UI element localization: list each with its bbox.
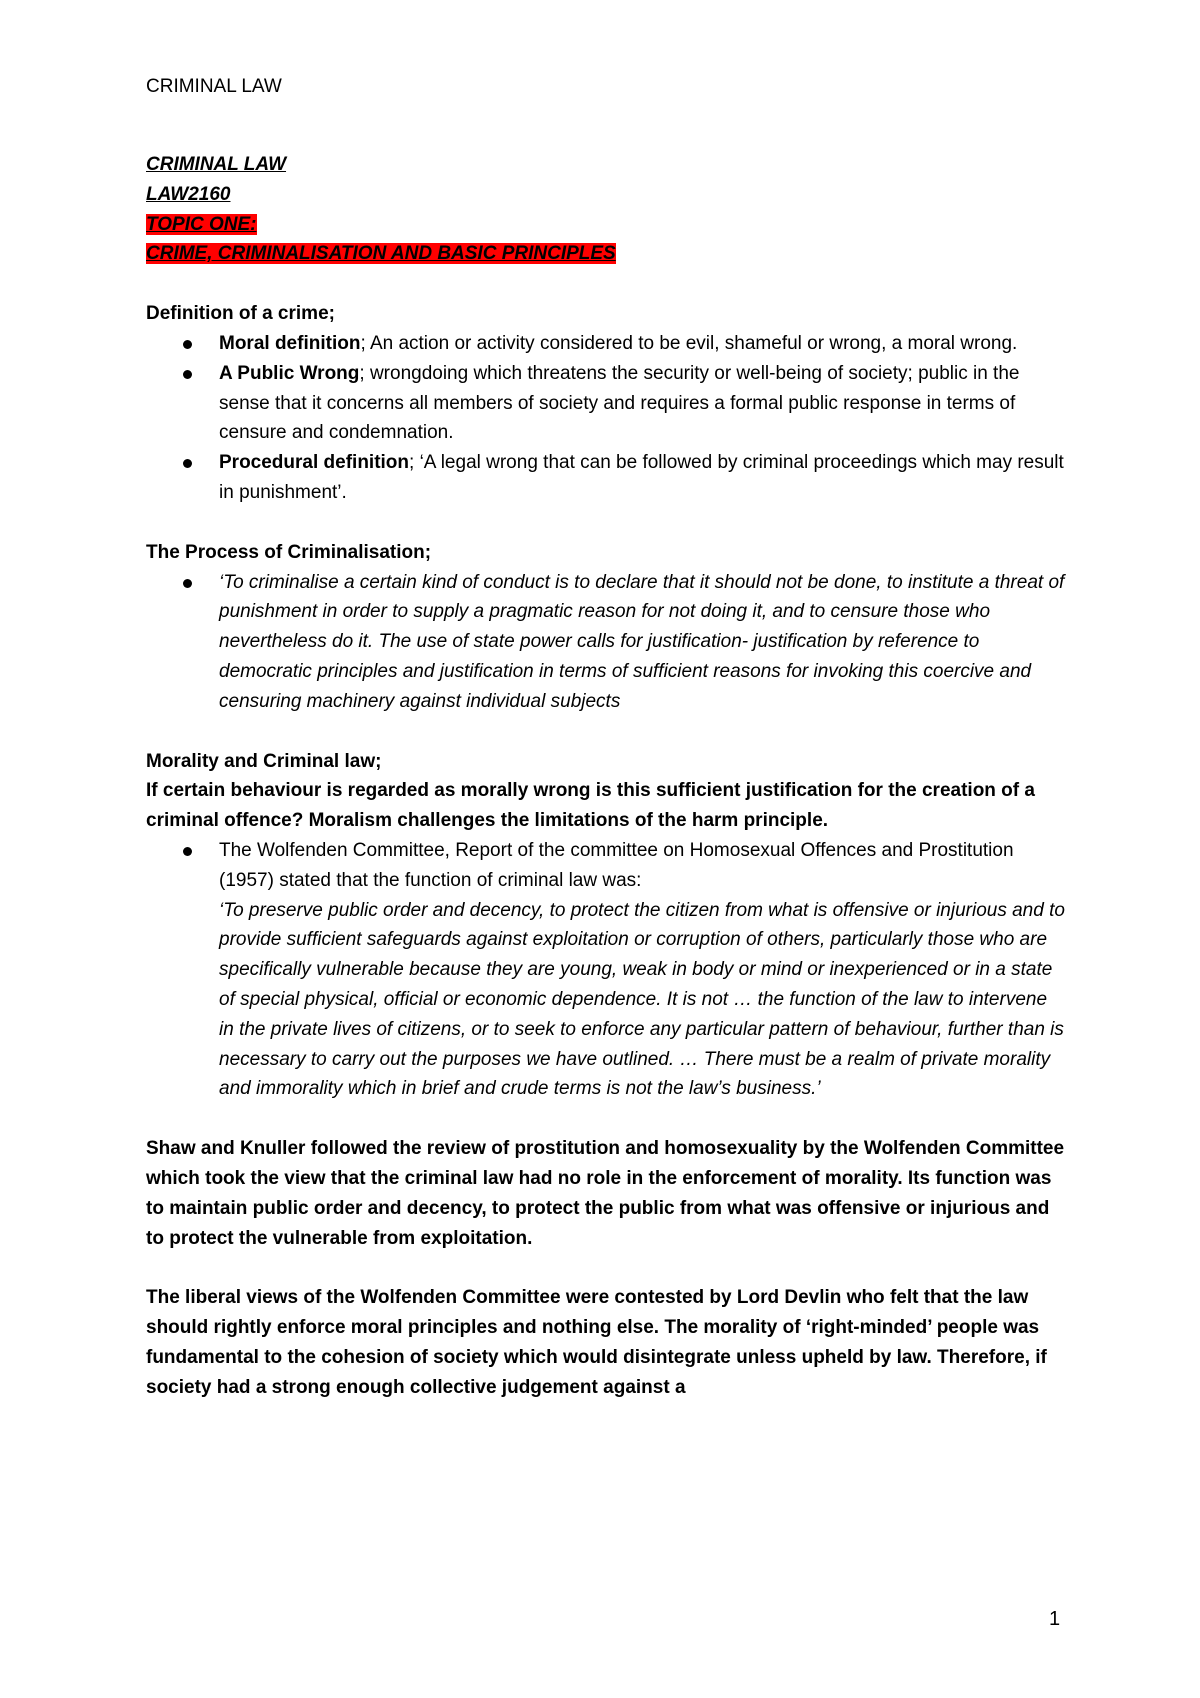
spacer bbox=[146, 508, 1066, 538]
topic-title bbox=[146, 239, 1066, 269]
document-body bbox=[146, 150, 1066, 1402]
term-text: ; An action or activity considered to be evil, shameful or wrong, a moral wrong. bbox=[360, 332, 1018, 354]
spacer bbox=[146, 269, 1066, 299]
list-item bbox=[219, 568, 1066, 717]
definition-heading: Definition of a crime; bbox=[146, 303, 335, 325]
bullet-icon bbox=[183, 847, 192, 856]
spacer bbox=[146, 717, 1066, 747]
list-item bbox=[219, 448, 1066, 508]
morality-heading: Morality and Criminal law; bbox=[146, 750, 382, 772]
criminalisation-list bbox=[146, 568, 1066, 717]
course-name: CRIMINAL LAW bbox=[146, 154, 287, 175]
criminalisation-heading: The Process of Criminalisation; bbox=[146, 541, 432, 563]
page-number: 1 bbox=[1049, 1608, 1061, 1630]
topic-label-highlight: TOPIC ONE: bbox=[146, 213, 257, 235]
wolfenden-text: The Wolfenden Committee, Report of the committee on Homosexual Offences and Prostitution (1957) stated that the function of criminal law was: bbox=[219, 839, 1014, 891]
title-block bbox=[146, 150, 1066, 269]
term-label: A Public Wrong bbox=[219, 362, 360, 384]
definition-list bbox=[146, 329, 1066, 508]
spacer bbox=[146, 1253, 1066, 1283]
wolfenden-quote: ‘To preserve public order and decency, to protect the citizen from what is offensive or injurious and to provide sufficient safeguards against exploitation or corruption of others, particularly those who are specifically vulnerable because they are young, weak in body or mind or inexperienced or in a state of special physical, official or economic dependence. It is not … the function of the law to intervene in the private lives of citizens, or to seek to enforce any particular pattern of behaviour, further than is necessary to carry out the purposes we have outlined. … There must be a realm of private morality and immorality which in brief and crude terms is not the law’s business.’ bbox=[219, 899, 1065, 1100]
spacer bbox=[146, 1104, 1066, 1134]
term-label: Procedural definition bbox=[219, 452, 410, 474]
term-text: ; wrongdoing which threatens the security or well-being of society; public in the sense that it concerns all members of society and requires a formal public response in terms of censure and condemnation. bbox=[219, 362, 1020, 444]
topic-label bbox=[146, 210, 1066, 240]
bullet-icon bbox=[183, 370, 192, 379]
morality-intro: If certain behaviour is regarded as morally wrong is this sufficient justification for the creation of a criminal offence? Moralism challenges the limitations of the harm principle. bbox=[146, 780, 1035, 832]
bullet-icon bbox=[183, 340, 192, 349]
term-text: ; ‘A legal wrong that can be followed by criminal proceedings which may result in punishment’. bbox=[219, 452, 1064, 503]
shaw-knuller-paragraph: Shaw and Knuller followed the review of prostitution and homosexuality by the Wolfenden Committee which took the view that the criminal law had no role in the enforcement of morality. Its function was to maintain public order and decency, to protect the public from what was offensive or injurious and to protect the vulnerable from exploitation. bbox=[146, 1138, 1065, 1249]
term-label: Moral definition bbox=[219, 332, 361, 354]
list-item bbox=[219, 836, 1066, 1104]
morality-list bbox=[146, 836, 1066, 1104]
criminalisation-section bbox=[146, 538, 1066, 717]
bullet-icon bbox=[183, 579, 192, 588]
devlin-paragraph: The liberal views of the Wolfenden Committee were contested by Lord Devlin who felt that the law should rightly enforce moral principles and nothing else. The morality of ‘right-minded’ people was fundamental to the cohesion of society which would disintegrate unless upheld by law. Therefore, if society had a strong enough collective judgement against a bbox=[146, 1287, 1047, 1398]
topic-title-highlight: CRIME, CRIMINALISATION AND BASIC PRINCIPLES bbox=[146, 243, 616, 265]
bullet-icon bbox=[183, 459, 192, 468]
running-header: CRIMINAL LAW bbox=[146, 76, 282, 97]
list-item bbox=[219, 329, 1066, 359]
criminalisation-quote: ‘To criminalise a certain kind of conduct is to declare that it should not be done, to institute a threat of punishment in order to supply a pragmatic reason for not doing it, and to censure those who nevertheless do it. The use of state power calls for justification- justification by reference to democratic principles and justification in terms of sufficient reasons for invoking this coercive and censuring machinery against individual subjects bbox=[219, 571, 1065, 712]
course-code: LAW2160 bbox=[146, 183, 231, 205]
morality-section bbox=[146, 747, 1066, 1105]
list-item bbox=[219, 359, 1066, 448]
definition-section bbox=[146, 299, 1066, 508]
